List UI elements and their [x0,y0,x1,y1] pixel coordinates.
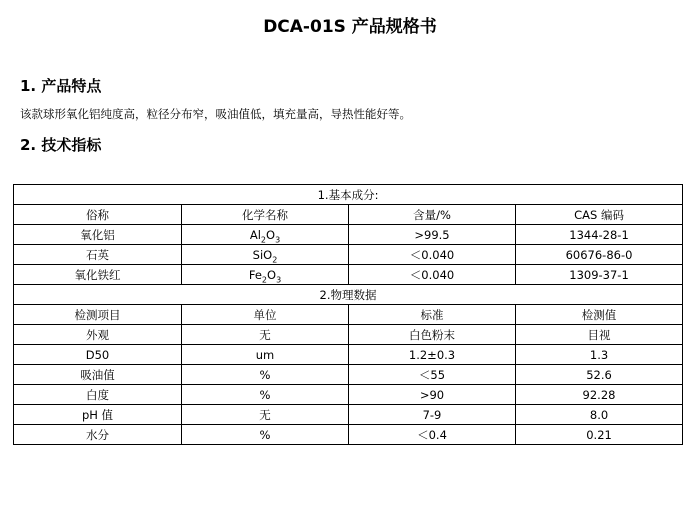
cas-cell: 1344-28-1 [516,225,683,245]
unit-cell: % [182,425,349,445]
physical-header-row [14,305,683,325]
composition-title-row [14,185,683,205]
table-row [14,245,683,265]
section-heading-specs: 2. 技术指标 [20,136,102,154]
table-row [14,225,683,245]
test-value-cell: 8.0 [516,405,683,425]
unit-cell: 无 [182,405,349,425]
table-row [14,345,683,365]
unit-cell: um [182,345,349,365]
unit-cell: 无 [182,325,349,345]
chemical-formula-cell: SiO$_2$ [182,245,349,265]
column-header: 含量/% [349,205,516,225]
test-value-cell: 0.21 [516,425,683,445]
content-cell: >99.5 [349,225,516,245]
test-value-cell: 目视 [516,325,683,345]
composition-title: 1.基本成分: [14,185,683,205]
common-name-cell: 氧化铝 [14,225,182,245]
test-item-cell: 外观 [14,325,182,345]
common-name-cell: 石英 [14,245,182,265]
column-header: 单位 [182,305,349,325]
column-header: CAS 编码 [516,205,683,225]
test-value-cell: 92.28 [516,385,683,405]
column-header: 俗称 [14,205,182,225]
chemical-formula-cell: $Al_2O_3$ [182,225,349,245]
common-name-cell: 氧化铁红 [14,265,182,285]
product-features-text: 该款球形氧化铝纯度高，粒径分布窄，吸油值低，填充量高，导热性能好等。 [20,107,411,121]
standard-cell: 1.2±0.3 [349,345,516,365]
content-cell: ＜0.040 [349,265,516,285]
table-row [14,425,683,445]
standard-cell: 7-9 [349,405,516,425]
physical-title-row [14,285,683,305]
table-row [14,385,683,405]
standard-cell: >90 [349,385,516,405]
content-cell: ＜0.040 [349,245,516,265]
test-item-cell: 水分 [14,425,182,445]
column-header: 检测项目 [14,305,182,325]
test-value-cell: 52.6 [516,365,683,385]
composition-header-row [14,205,683,225]
table-row [14,405,683,425]
table-row [14,325,683,345]
standard-cell: ＜0.4 [349,425,516,445]
column-header: 标准 [349,305,516,325]
cas-cell: 1309-37-1 [516,265,683,285]
column-header: 检测值 [516,305,683,325]
unit-cell: % [182,365,349,385]
table-row [14,365,683,385]
test-item-cell: pH 值 [14,405,182,425]
standard-cell: ＜55 [349,365,516,385]
cas-cell: 60676-86-0 [516,245,683,265]
unit-cell: % [182,385,349,405]
column-header: 化学名称 [182,205,349,225]
test-item-cell: 白度 [14,385,182,405]
physical-data-title: 2.物理数据 [14,285,683,305]
test-item-cell: D50 [14,345,182,365]
test-item-cell: 吸油值 [14,365,182,385]
spec-table [13,184,683,445]
section-heading-features: 1. 产品特点 [20,77,102,95]
standard-cell: 白色粉末 [349,325,516,345]
test-value-cell: 1.3 [516,345,683,365]
document-title: DCA-01S 产品规格书 [263,17,437,37]
chemical-formula-cell: $Fe_2O_3$ [182,265,349,285]
table-row [14,265,683,285]
